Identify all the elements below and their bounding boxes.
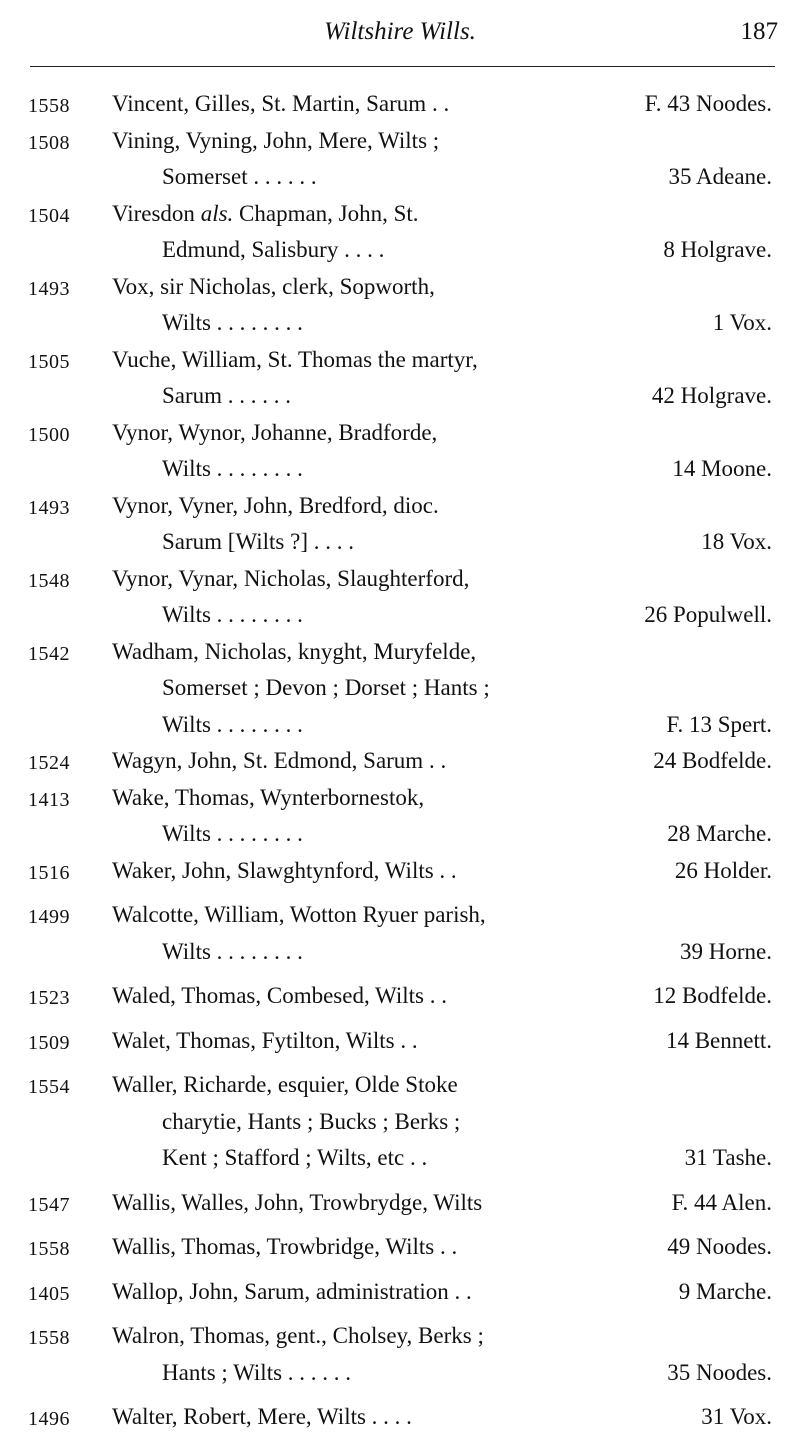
entry-register-ref: F. 13 Spert. [666,711,772,737]
entry-line [0,934,800,971]
entry-continuation: Wilts . . . . . . . . [162,821,303,846]
entry-line [0,269,800,306]
entry-line [0,1274,800,1311]
entry-line [0,1140,800,1177]
entry-register-ref: 24 Bodfelde. [653,748,772,773]
entry-name: Walter, Robert, Mere, Wilts . . . . [112,1404,412,1429]
entry-name: Vincent, Gilles, St. Martin, Sarum . . [112,91,450,116]
entry-line [0,232,800,269]
entry-line [0,1023,800,1060]
entry-continuation: Somerset . . . . . . [162,164,317,189]
page-number: 187 [740,18,778,45]
will-entry [0,743,800,780]
entry-name: Waller, Richarde, esquier, Olde Stoke [112,1072,458,1097]
entry-year: 1509 [28,1031,70,1054]
entry-line [0,1185,800,1222]
entry-name: Vox, sir Nicholas, clerk, Sopworth, [112,273,435,299]
entry-register-ref: 1 Vox. [712,310,772,335]
entry-year: 1558 [28,1238,70,1260]
entry-name: Wadham, Nicholas, knyght, Muryfelde, [112,638,477,664]
entry-register-ref: 28 Marche. [667,821,772,846]
entry-line [0,853,800,890]
will-entry [0,1023,800,1060]
entry-name: Vynor, Wynor, Johanne, Bradforde, [112,419,438,445]
will-entry [0,269,800,342]
entry-name: Vynor, Vyner, John, Bredford, dioc. [112,492,439,518]
entry-name: Vuche, William, St. Thomas the martyr, [112,346,478,372]
entry-line [0,1104,800,1141]
entry-line [0,597,800,634]
entry-line [0,524,800,561]
entry-continuation: Edmund, Salisbury . . . . [162,237,385,262]
entry-continuation: Kent ; Stafford ; Wilts, etc . . [162,1145,428,1170]
entry-line [0,816,800,853]
entry-name: Wallop, John, Sarum, administration . . [112,1278,472,1304]
entry-name: Waker, John, Slawghtynford, Wilts . . [112,857,457,883]
entry-continuation: Wilts . . . . . . . . [162,456,303,481]
entry-continuation: charytie, Hants ; Bucks ; Berks ; [162,1108,461,1134]
page-header [0,14,800,54]
entry-year: 1554 [28,1076,70,1098]
entry-year: 1508 [28,131,70,154]
entry-line [0,561,800,598]
running-title: Wiltshire Wills. [324,18,476,45]
entry-line [0,1229,800,1266]
will-entry [0,86,800,123]
entry-name: Walet, Thomas, Fytilton, Wilts . . [112,1027,418,1053]
entry-name: Vining, Vyning, John, Mere, Wilts ; [112,127,440,153]
entry-name: Waled, Thomas, Combesed, Wilts . . [112,983,447,1008]
entry-line [0,415,800,452]
will-entry [0,561,800,634]
entry-register-ref: F. 44 Alen. [671,1189,772,1215]
entry-year: 1493 [28,277,70,300]
entry-register-ref: 39 Horne. [680,938,772,964]
entry-year: 1493 [28,496,70,519]
entry-line [0,196,800,233]
entry-year: 1500 [28,423,70,446]
entry-year: 1405 [28,1282,70,1305]
entry-name: Walcotte, William, Wotton Ryuer parish, [112,902,486,927]
will-entry [0,123,800,196]
will-entry [0,196,800,269]
entry-register-ref: 14 Bennett. [665,1027,772,1053]
will-entry [0,1185,800,1222]
entry-line [0,707,800,744]
entry-register-ref: 26 Holder. [674,857,772,883]
will-entry [0,780,800,853]
entry-register-ref: 31 Vox. [701,1404,772,1429]
entry-line [0,978,800,1015]
entry-register-ref: 26 Populwell. [644,602,772,627]
entry-year: 1558 [28,1327,70,1349]
will-entry [0,1067,800,1177]
will-entry [0,415,800,488]
entry-name: Vynor, Vynar, Nicholas, Slaughterford, [112,565,470,591]
entry-register-ref: 8 Holgrave. [663,237,772,262]
entry-register-ref: 9 Marche. [678,1278,772,1304]
entry-line [0,1067,800,1104]
entry-line [0,451,800,488]
entry-continuation: Sarum [Wilts ?] . . . . [162,529,354,554]
entry-year: 1548 [28,569,70,592]
entry-continuation: Wilts . . . . . . . . [162,602,303,627]
will-entry [0,1399,800,1436]
entry-line [0,1355,800,1392]
entry-register-ref: 31 Tashe. [684,1145,772,1170]
will-entry [0,1274,800,1311]
entry-year: 1547 [28,1193,70,1216]
entry-line [0,488,800,525]
entry-continuation: Wilts . . . . . . . . [162,711,303,737]
entry-register-ref: 12 Bodfelde. [653,983,772,1008]
entry-register-ref: 35 Adeane. [668,164,772,189]
entry-continuation: Somerset ; Devon ; Dorset ; Hants ; [162,675,490,700]
entry-line [0,670,800,707]
will-entry [0,634,800,744]
entry-line [0,378,800,415]
will-entry [0,342,800,415]
entry-name: Viresdon als. Chapman, John, St. [112,200,419,226]
will-entry [0,488,800,561]
entry-register-ref: 14 Moone. [672,456,772,481]
will-entries-list [0,86,800,1436]
entry-year: 1523 [28,987,70,1009]
entry-name: Wallis, Walles, John, Trowbrydge, Wilts [112,1189,483,1215]
entry-line [0,342,800,379]
entry-year: 1505 [28,350,70,373]
entry-line [0,1399,800,1436]
entry-line [0,86,800,123]
entry-name: Walron, Thomas, gent., Cholsey, Berks ; [112,1323,484,1348]
will-entry [0,978,800,1015]
entry-line [0,305,800,342]
entry-year: 1499 [28,906,70,928]
entry-register-ref: 35 Noodes. [667,1359,772,1385]
entry-line [0,123,800,160]
entry-register-ref: 42 Holgrave. [651,383,772,408]
entry-continuation: Wilts . . . . . . . . [162,310,303,335]
entry-name: Wake, Thomas, Wynterbornestok, [112,784,425,810]
entry-year: 1504 [28,204,70,227]
entry-line [0,159,800,196]
entry-year: 1524 [28,752,70,774]
entry-line [0,634,800,671]
entry-line [0,1318,800,1355]
will-entry [0,897,800,970]
entry-year: 1413 [28,788,70,811]
will-entry [0,1229,800,1266]
entry-line [0,780,800,817]
header-rule [30,66,775,67]
entry-year: 1542 [28,642,70,665]
entry-year: 1496 [28,1408,70,1430]
entry-year: 1516 [28,861,70,884]
entry-line [0,897,800,934]
entry-year: 1558 [28,95,70,117]
entry-register-ref: 18 Vox. [701,529,772,554]
entry-register-ref: 49 Noodes. [667,1234,772,1259]
entry-register-ref: F. 43 Noodes. [644,91,772,116]
will-entry [0,853,800,890]
entry-continuation: Sarum . . . . . . [162,383,292,408]
entry-continuation: Hants ; Wilts . . . . . . [162,1359,352,1385]
will-entry [0,1318,800,1391]
entry-name: Wallis, Thomas, Trowbridge, Wilts . . [112,1234,458,1259]
entry-name: Wagyn, John, St. Edmond, Sarum . . [112,748,447,773]
entry-continuation: Wilts . . . . . . . . [162,938,303,964]
entry-line [0,743,800,780]
